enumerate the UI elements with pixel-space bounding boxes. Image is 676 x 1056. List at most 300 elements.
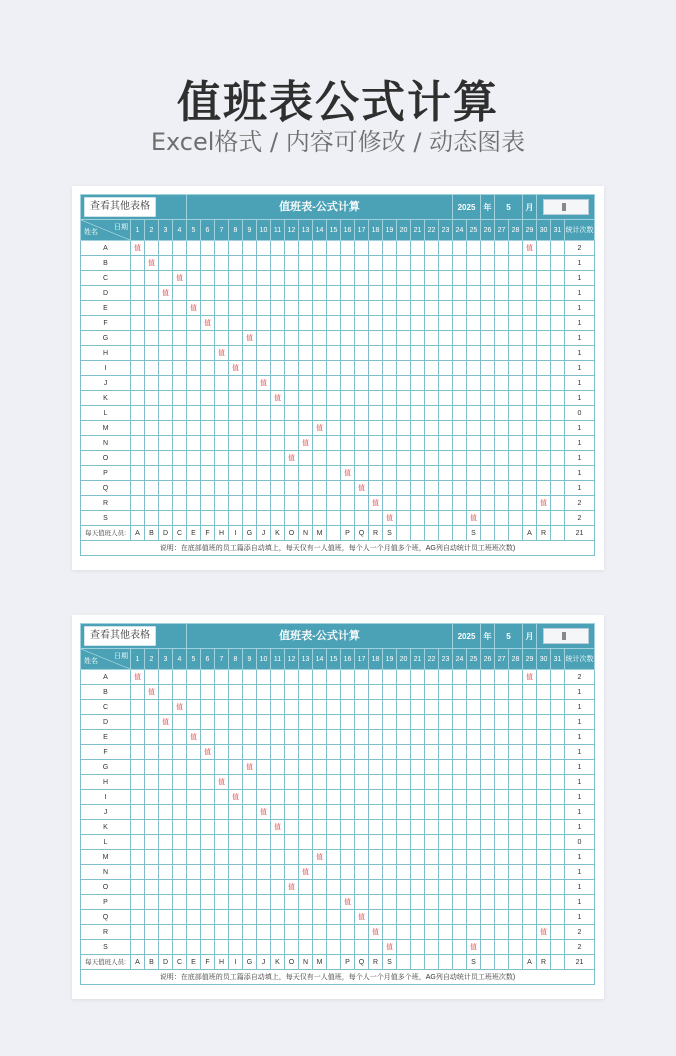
day-cell[interactable] xyxy=(201,496,215,511)
day-cell[interactable] xyxy=(313,925,327,940)
day-cell[interactable] xyxy=(523,286,537,301)
day-cell[interactable] xyxy=(439,391,453,406)
day-cell[interactable] xyxy=(551,496,565,511)
day-cell[interactable] xyxy=(467,496,481,511)
day-cell[interactable] xyxy=(425,790,439,805)
day-cell[interactable] xyxy=(537,256,551,271)
day-cell[interactable] xyxy=(159,730,173,745)
day-cell[interactable] xyxy=(145,511,159,526)
day-cell[interactable] xyxy=(453,745,467,760)
day-cell[interactable] xyxy=(383,346,397,361)
day-cell[interactable] xyxy=(467,361,481,376)
day-cell[interactable] xyxy=(327,346,341,361)
day-cell[interactable] xyxy=(285,496,299,511)
day-cell[interactable] xyxy=(257,256,271,271)
day-cell[interactable] xyxy=(201,895,215,910)
day-cell[interactable] xyxy=(187,481,201,496)
day-cell[interactable] xyxy=(355,670,369,685)
day-cell[interactable] xyxy=(229,760,243,775)
day-cell[interactable] xyxy=(257,745,271,760)
day-cell[interactable] xyxy=(467,466,481,481)
day-cell[interactable] xyxy=(467,331,481,346)
day-cell[interactable] xyxy=(243,775,257,790)
day-cell[interactable] xyxy=(201,715,215,730)
day-cell[interactable] xyxy=(453,391,467,406)
day-cell[interactable] xyxy=(187,271,201,286)
day-cell[interactable] xyxy=(327,895,341,910)
day-cell[interactable] xyxy=(173,760,187,775)
day-cell[interactable] xyxy=(369,241,383,256)
day-cell[interactable] xyxy=(271,745,285,760)
day-cell[interactable] xyxy=(341,496,355,511)
day-cell[interactable] xyxy=(215,790,229,805)
day-cell[interactable] xyxy=(159,391,173,406)
day-cell[interactable] xyxy=(397,745,411,760)
day-cell[interactable] xyxy=(523,301,537,316)
day-cell[interactable] xyxy=(551,880,565,895)
day-cell[interactable] xyxy=(537,421,551,436)
day-cell[interactable] xyxy=(411,850,425,865)
day-cell[interactable] xyxy=(327,685,341,700)
day-cell[interactable] xyxy=(397,301,411,316)
day-cell[interactable] xyxy=(369,880,383,895)
day-cell[interactable] xyxy=(383,481,397,496)
day-cell[interactable] xyxy=(425,271,439,286)
day-cell[interactable] xyxy=(383,421,397,436)
day-cell[interactable] xyxy=(229,730,243,745)
day-cell[interactable] xyxy=(271,685,285,700)
day-cell[interactable] xyxy=(523,805,537,820)
day-cell[interactable] xyxy=(369,466,383,481)
day-cell[interactable] xyxy=(201,511,215,526)
day-cell[interactable] xyxy=(243,835,257,850)
day-cell[interactable] xyxy=(145,850,159,865)
day-cell[interactable] xyxy=(173,700,187,715)
day-cell[interactable] xyxy=(397,760,411,775)
day-cell[interactable] xyxy=(327,286,341,301)
day-cell[interactable] xyxy=(201,790,215,805)
day-cell[interactable] xyxy=(369,256,383,271)
day-cell[interactable] xyxy=(355,790,369,805)
day-cell[interactable] xyxy=(201,286,215,301)
day-cell[interactable] xyxy=(271,865,285,880)
day-cell[interactable] xyxy=(439,790,453,805)
day-cell[interactable] xyxy=(369,361,383,376)
day-cell[interactable] xyxy=(201,940,215,955)
day-cell[interactable] xyxy=(355,451,369,466)
day-cell[interactable] xyxy=(551,271,565,286)
day-cell[interactable] xyxy=(131,730,145,745)
day-cell[interactable] xyxy=(341,376,355,391)
day-cell[interactable] xyxy=(341,760,355,775)
day-cell[interactable] xyxy=(257,421,271,436)
day-cell[interactable] xyxy=(145,481,159,496)
day-cell[interactable] xyxy=(523,670,537,685)
day-cell[interactable] xyxy=(285,790,299,805)
day-cell[interactable] xyxy=(523,895,537,910)
day-cell[interactable] xyxy=(411,376,425,391)
day-cell[interactable] xyxy=(229,301,243,316)
day-cell[interactable] xyxy=(243,715,257,730)
day-cell[interactable] xyxy=(131,790,145,805)
day-cell[interactable] xyxy=(229,940,243,955)
day-cell[interactable] xyxy=(159,496,173,511)
day-cell[interactable] xyxy=(159,880,173,895)
day-cell[interactable] xyxy=(355,346,369,361)
day-cell[interactable] xyxy=(509,700,523,715)
day-cell[interactable] xyxy=(257,241,271,256)
day-cell[interactable] xyxy=(425,925,439,940)
day-cell[interactable] xyxy=(243,241,257,256)
day-cell[interactable] xyxy=(439,256,453,271)
day-cell[interactable] xyxy=(537,685,551,700)
day-cell[interactable] xyxy=(495,316,509,331)
day-cell[interactable] xyxy=(509,910,523,925)
day-cell[interactable] xyxy=(355,436,369,451)
day-cell[interactable] xyxy=(215,850,229,865)
day-cell[interactable] xyxy=(411,406,425,421)
day-cell[interactable] xyxy=(551,466,565,481)
day-cell[interactable] xyxy=(453,910,467,925)
day-cell[interactable] xyxy=(131,391,145,406)
day-cell[interactable] xyxy=(551,481,565,496)
day-cell[interactable] xyxy=(131,805,145,820)
day-cell[interactable] xyxy=(299,790,313,805)
day-cell[interactable] xyxy=(299,715,313,730)
day-cell[interactable] xyxy=(369,331,383,346)
day-cell[interactable] xyxy=(397,241,411,256)
day-cell[interactable] xyxy=(285,865,299,880)
day-cell[interactable] xyxy=(481,775,495,790)
day-cell[interactable] xyxy=(439,376,453,391)
day-cell[interactable] xyxy=(551,406,565,421)
day-cell[interactable] xyxy=(131,346,145,361)
day-cell[interactable] xyxy=(411,880,425,895)
day-cell[interactable] xyxy=(257,670,271,685)
day-cell[interactable] xyxy=(215,880,229,895)
day-cell[interactable] xyxy=(397,865,411,880)
day-cell[interactable] xyxy=(271,241,285,256)
day-cell[interactable] xyxy=(299,361,313,376)
day-cell[interactable] xyxy=(355,406,369,421)
day-cell[interactable] xyxy=(453,331,467,346)
day-cell[interactable] xyxy=(523,820,537,835)
day-cell[interactable] xyxy=(173,730,187,745)
day-cell[interactable] xyxy=(537,670,551,685)
day-cell[interactable] xyxy=(243,256,257,271)
day-cell[interactable] xyxy=(299,301,313,316)
day-cell[interactable] xyxy=(355,391,369,406)
day-cell[interactable] xyxy=(341,910,355,925)
day-cell[interactable] xyxy=(467,670,481,685)
day-cell[interactable] xyxy=(145,790,159,805)
day-cell[interactable] xyxy=(257,316,271,331)
day-cell[interactable] xyxy=(159,805,173,820)
day-cell[interactable] xyxy=(327,376,341,391)
day-cell[interactable] xyxy=(299,346,313,361)
day-cell[interactable] xyxy=(383,316,397,331)
day-cell[interactable] xyxy=(173,715,187,730)
day-cell[interactable] xyxy=(327,406,341,421)
day-cell[interactable] xyxy=(187,745,201,760)
day-cell[interactable] xyxy=(537,286,551,301)
day-cell[interactable] xyxy=(243,421,257,436)
day-cell[interactable] xyxy=(145,760,159,775)
day-cell[interactable] xyxy=(411,775,425,790)
day-cell[interactable] xyxy=(411,511,425,526)
day-cell[interactable] xyxy=(215,730,229,745)
day-cell[interactable] xyxy=(551,421,565,436)
day-cell[interactable] xyxy=(383,745,397,760)
day-cell[interactable] xyxy=(439,805,453,820)
day-cell[interactable] xyxy=(397,376,411,391)
day-cell[interactable] xyxy=(145,925,159,940)
day-cell[interactable] xyxy=(229,406,243,421)
day-cell[interactable] xyxy=(537,715,551,730)
day-cell[interactable] xyxy=(271,421,285,436)
day-cell[interactable] xyxy=(243,790,257,805)
day-cell[interactable] xyxy=(243,376,257,391)
day-cell[interactable] xyxy=(243,466,257,481)
day-cell[interactable] xyxy=(201,436,215,451)
day-cell[interactable] xyxy=(131,256,145,271)
day-cell[interactable] xyxy=(397,421,411,436)
day-cell[interactable] xyxy=(355,925,369,940)
day-cell[interactable] xyxy=(313,421,327,436)
day-cell[interactable] xyxy=(159,670,173,685)
day-cell[interactable] xyxy=(159,775,173,790)
day-cell[interactable] xyxy=(271,940,285,955)
day-cell[interactable] xyxy=(537,346,551,361)
day-cell[interactable] xyxy=(131,850,145,865)
day-cell[interactable] xyxy=(229,256,243,271)
day-cell[interactable] xyxy=(369,805,383,820)
day-cell[interactable] xyxy=(159,406,173,421)
day-cell[interactable] xyxy=(439,880,453,895)
day-cell[interactable] xyxy=(327,271,341,286)
day-cell[interactable] xyxy=(439,835,453,850)
day-cell[interactable] xyxy=(523,511,537,526)
day-cell[interactable] xyxy=(481,361,495,376)
day-cell[interactable] xyxy=(187,910,201,925)
day-cell[interactable] xyxy=(215,466,229,481)
day-cell[interactable] xyxy=(355,880,369,895)
day-cell[interactable] xyxy=(369,391,383,406)
day-cell[interactable] xyxy=(299,820,313,835)
day-cell[interactable] xyxy=(173,670,187,685)
day-cell[interactable] xyxy=(509,511,523,526)
day-cell[interactable] xyxy=(467,715,481,730)
day-cell[interactable] xyxy=(201,271,215,286)
day-cell[interactable] xyxy=(313,331,327,346)
day-cell[interactable] xyxy=(285,775,299,790)
day-cell[interactable] xyxy=(481,286,495,301)
day-cell[interactable] xyxy=(145,685,159,700)
day-cell[interactable] xyxy=(201,466,215,481)
day-cell[interactable] xyxy=(271,436,285,451)
day-cell[interactable] xyxy=(509,715,523,730)
day-cell[interactable] xyxy=(299,910,313,925)
day-cell[interactable] xyxy=(313,256,327,271)
day-cell[interactable] xyxy=(453,346,467,361)
day-cell[interactable] xyxy=(537,316,551,331)
day-cell[interactable] xyxy=(397,895,411,910)
day-cell[interactable] xyxy=(201,406,215,421)
day-cell[interactable] xyxy=(369,511,383,526)
day-cell[interactable] xyxy=(173,376,187,391)
day-cell[interactable] xyxy=(355,376,369,391)
day-cell[interactable] xyxy=(383,790,397,805)
day-cell[interactable] xyxy=(145,346,159,361)
day-cell[interactable] xyxy=(215,820,229,835)
day-cell[interactable] xyxy=(201,685,215,700)
day-cell[interactable] xyxy=(369,670,383,685)
day-cell[interactable] xyxy=(397,331,411,346)
day-cell[interactable] xyxy=(509,271,523,286)
day-cell[interactable] xyxy=(257,331,271,346)
day-cell[interactable] xyxy=(229,421,243,436)
day-cell[interactable] xyxy=(551,940,565,955)
day-cell[interactable] xyxy=(173,835,187,850)
day-cell[interactable] xyxy=(439,301,453,316)
day-cell[interactable] xyxy=(495,700,509,715)
day-cell[interactable] xyxy=(551,241,565,256)
day-cell[interactable] xyxy=(481,391,495,406)
day-cell[interactable] xyxy=(425,865,439,880)
day-cell[interactable] xyxy=(271,670,285,685)
day-cell[interactable] xyxy=(425,346,439,361)
day-cell[interactable] xyxy=(187,331,201,346)
day-cell[interactable] xyxy=(425,700,439,715)
day-cell[interactable] xyxy=(397,940,411,955)
day-cell[interactable] xyxy=(187,496,201,511)
day-cell[interactable] xyxy=(439,940,453,955)
day-cell[interactable] xyxy=(131,271,145,286)
day-cell[interactable] xyxy=(467,301,481,316)
day-cell[interactable] xyxy=(411,730,425,745)
day-cell[interactable] xyxy=(383,805,397,820)
day-cell[interactable] xyxy=(453,865,467,880)
day-cell[interactable] xyxy=(551,865,565,880)
day-cell[interactable] xyxy=(551,286,565,301)
day-cell[interactable] xyxy=(537,850,551,865)
day-cell[interactable] xyxy=(187,940,201,955)
day-cell[interactable] xyxy=(439,361,453,376)
day-cell[interactable] xyxy=(299,775,313,790)
day-cell[interactable] xyxy=(495,850,509,865)
day-cell[interactable] xyxy=(411,940,425,955)
day-cell[interactable] xyxy=(383,880,397,895)
day-cell[interactable] xyxy=(215,286,229,301)
day-cell[interactable] xyxy=(299,286,313,301)
day-cell[interactable] xyxy=(145,805,159,820)
day-cell[interactable] xyxy=(201,421,215,436)
day-cell[interactable] xyxy=(257,466,271,481)
day-cell[interactable] xyxy=(159,346,173,361)
day-cell[interactable] xyxy=(327,256,341,271)
day-cell[interactable] xyxy=(523,940,537,955)
day-cell[interactable] xyxy=(257,496,271,511)
day-cell[interactable] xyxy=(411,790,425,805)
day-cell[interactable] xyxy=(313,940,327,955)
day-cell[interactable] xyxy=(173,436,187,451)
day-cell[interactable] xyxy=(215,316,229,331)
day-cell[interactable] xyxy=(369,850,383,865)
day-cell[interactable] xyxy=(453,316,467,331)
day-cell[interactable] xyxy=(341,346,355,361)
day-cell[interactable] xyxy=(229,835,243,850)
day-cell[interactable] xyxy=(159,331,173,346)
day-cell[interactable] xyxy=(257,700,271,715)
day-cell[interactable] xyxy=(551,361,565,376)
day-cell[interactable] xyxy=(481,940,495,955)
day-cell[interactable] xyxy=(495,865,509,880)
day-cell[interactable] xyxy=(425,316,439,331)
day-cell[interactable] xyxy=(327,925,341,940)
day-cell[interactable] xyxy=(229,331,243,346)
day-cell[interactable] xyxy=(299,331,313,346)
day-cell[interactable] xyxy=(285,835,299,850)
day-cell[interactable] xyxy=(285,406,299,421)
day-cell[interactable] xyxy=(523,925,537,940)
day-cell[interactable] xyxy=(383,301,397,316)
day-cell[interactable] xyxy=(453,820,467,835)
day-cell[interactable] xyxy=(425,436,439,451)
day-cell[interactable] xyxy=(131,820,145,835)
day-cell[interactable] xyxy=(383,241,397,256)
day-cell[interactable] xyxy=(523,865,537,880)
day-cell[interactable] xyxy=(131,496,145,511)
day-cell[interactable] xyxy=(411,685,425,700)
day-cell[interactable] xyxy=(425,496,439,511)
day-cell[interactable] xyxy=(243,820,257,835)
day-cell[interactable] xyxy=(243,481,257,496)
day-cell[interactable] xyxy=(285,466,299,481)
day-cell[interactable] xyxy=(453,850,467,865)
day-cell[interactable] xyxy=(481,895,495,910)
day-cell[interactable] xyxy=(509,496,523,511)
day-cell[interactable] xyxy=(173,256,187,271)
day-cell[interactable] xyxy=(495,745,509,760)
day-cell[interactable] xyxy=(145,301,159,316)
day-cell[interactable] xyxy=(299,391,313,406)
day-cell[interactable] xyxy=(551,805,565,820)
view-other-tables-button[interactable]: 查看其他表格 xyxy=(84,626,156,646)
day-cell[interactable] xyxy=(453,361,467,376)
day-cell[interactable] xyxy=(271,880,285,895)
day-cell[interactable] xyxy=(537,880,551,895)
day-cell[interactable] xyxy=(243,271,257,286)
day-cell[interactable] xyxy=(439,496,453,511)
day-cell[interactable] xyxy=(523,835,537,850)
day-cell[interactable] xyxy=(257,451,271,466)
day-cell[interactable] xyxy=(313,820,327,835)
day-cell[interactable] xyxy=(313,301,327,316)
day-cell[interactable] xyxy=(173,346,187,361)
day-cell[interactable] xyxy=(397,820,411,835)
day-cell[interactable] xyxy=(285,850,299,865)
day-cell[interactable] xyxy=(173,391,187,406)
day-cell[interactable] xyxy=(411,466,425,481)
day-cell[interactable] xyxy=(467,685,481,700)
day-cell[interactable] xyxy=(495,361,509,376)
day-cell[interactable] xyxy=(131,406,145,421)
day-cell[interactable] xyxy=(145,715,159,730)
day-cell[interactable] xyxy=(383,406,397,421)
day-cell[interactable] xyxy=(481,481,495,496)
day-cell[interactable] xyxy=(453,511,467,526)
day-cell[interactable] xyxy=(145,316,159,331)
